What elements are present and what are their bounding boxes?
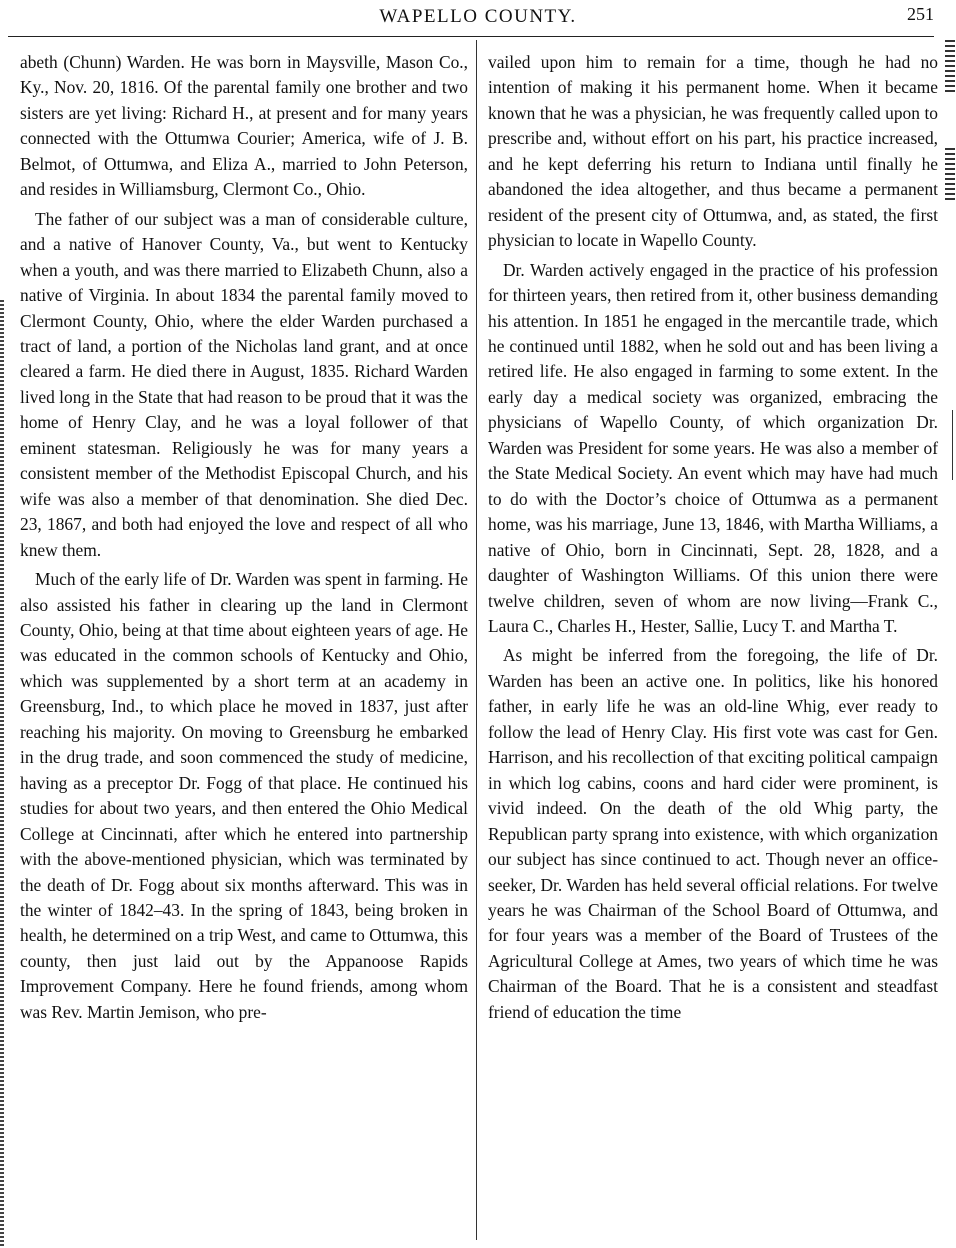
running-head: WAPELLO COUNTY.	[379, 6, 577, 27]
page-header	[0, 4, 956, 34]
page-number: 251	[907, 4, 934, 24]
margin-line	[952, 410, 953, 480]
paragraph: vailed upon him to remain for a time, though he had no intention of making it his permanent home. When it became known that he was a physician, he was frequently called upon to prescribe and, without effort on his part, his practice increased, and he kept deferring his return to Indiana until finally he abandoned the idea altogether, and thus became a permanent resident of the present city of Ottumwa, and, as stated, the first physician to locate in Wapello County.	[488, 52, 938, 251]
column-divider	[476, 40, 477, 1240]
binding-mark	[945, 148, 955, 200]
header-rule	[8, 36, 934, 37]
paragraph: Dr. Warden actively engaged in the practice of his profession for thirteen years, then retired from it, other business demanding his attention. In 1851 he engaged in the mercantile trade, which he continued until 1882, when he sold out and has been living a retired life. He also engaged in farming to some extent. In the early day a medical society was organized, embracing the physicians of Wapello County, of which organization Dr. Warden was President for some years. He was also a member of the State Medical Society. An event which may have had much to do with the Doctor’s choice of Ottumwa as a permanent home, was his marriage, June 13, 1846, with Martha Williams, a native of Ohio, born in Cincinnati, Sept. 28, 1828, and a daughter of Washington Williams. Of this union there were twelve children, seven of whom are now living—Frank C., Laura C., Charles H., Hester, Sallie, Lucy T. and Martha T.	[488, 259, 938, 636]
right-column	[488, 50, 938, 1025]
binding-edge-right	[945, 40, 955, 250]
paragraph: The father of our subject was a man of considerable culture, and a native of Hanover County, Va., but went to Kentucky when a youth, and was there married to Elizabeth Chunn, also a native of Virginia. In about 1834 the parental family moved to Clermont County, Ohio, where the elder Warden purchased a tract of land, a portion of the Nicholas land grant, and at once cleared a farm. He died there in August, 1835. Richard Warden lived long in the State that had reason to be proud that it was the home of Henry Clay, and he was a loyal follower of that eminent statesman. Religiously he was for many years a consistent member of the Methodist Episcopal Church, and his wife was also a member of that denomination. She died Dec. 23, 1867, and both had enjoyed the love and respect of all who knew them.	[20, 208, 468, 560]
binding-mark	[945, 40, 955, 92]
binding-edge-left	[0, 300, 4, 1248]
left-column	[20, 50, 468, 1025]
paragraph: Much of the early life of Dr. Warden was spent in farming. He also assisted his father in clearing up the land in Clermont County, Ohio, being at that time about eighteen years of age. He was educated in the common schools of Kentucky and Ohio, which was supplemented by a short term at an academy in Greensburg, Ind., to which place he moved in 1837, just after reaching his majority. On moving to Greensburg he embarked in the drug trade, and soon commenced the study of medicine, having as a preceptor Dr. Fogg of that place. He continued his studies for about two years, and then entered the Ohio Medical College at Cincinnati, after which he entered into partnership with the above-mentioned physician, which was terminated by the death of Dr. Fogg about six months afterward. This was in the winter of 1842–43. In the spring of 1843, being broken in health, he determined on a trip West, and came to Ottumwa, this county, then just laid out by the Appanoose Rapids Improvement Company. Here he found friends, among whom was Rev. Martin Jemison, who pre-	[20, 569, 468, 1022]
paragraph: abeth (Chunn) Warden. He was born in Maysville, Mason Co., Ky., Nov. 20, 1816. Of the parental family one brother and two sisters are yet living: Richard H., at present and for many years connected with the Ottumwa Courier; America, wife of J. B. Belmot, of Ottumwa, and Eliza A., married to John Peterson, and resides in Williamsburg, Clermont Co., Ohio.	[20, 52, 468, 200]
paragraph: As might be inferred from the foregoing, the life of Dr. Warden has been an active one. In politics, like his honored father, in early life he was an old-line Whig, ever ready to follow the lead of Henry Clay. His first vote was cast for Gen. Harrison, and his recollection of that exciting political campaign in which log cabins, coons and hard cider were prominent, is vivid indeed. On the death of the old Whig party, the Republican party sprang into existence, with which organization our subject has since continued to act. Though never an office-seeker, Dr. Warden has held several official relations. For twelve years he was Chairman of the School Board of Ottumwa, and for four years was a member of the Board of Trustees of the Agricultural College at Ames, two years of which time he was Chairman of the Board. That he is a consistent and steadfast friend of education the time	[488, 645, 938, 1022]
